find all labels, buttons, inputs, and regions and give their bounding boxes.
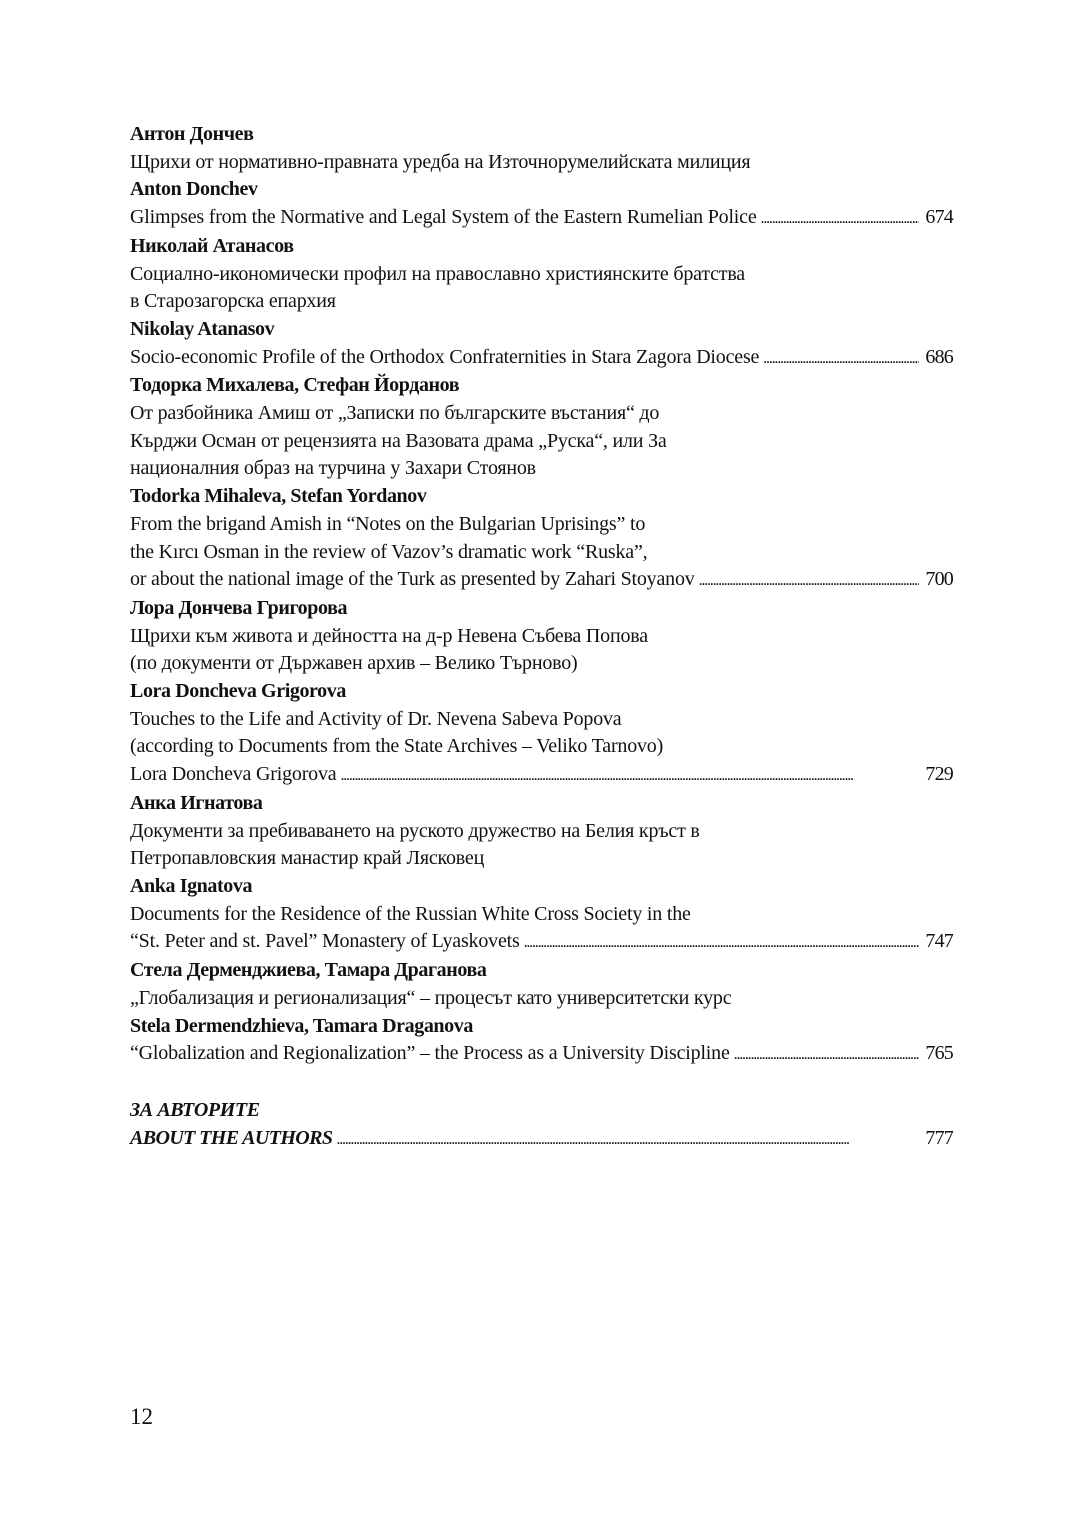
page-number: 765	[925, 1042, 953, 1065]
title-line-en: the Kırcı Osman in the review of Vazov’s dramatic work “Ruska”,	[130, 540, 648, 563]
title-line-bg: Документи за пребиваването на руското дружество на Белия кръст в	[130, 819, 700, 842]
title-line-bg: националния образ на турчина у Захари Стоянов	[130, 457, 536, 480]
dot-leader	[340, 761, 919, 790]
folio-page-number: 12	[130, 1404, 153, 1429]
toc-page-line[interactable]	[130, 204, 953, 233]
page-number: 700	[925, 568, 953, 591]
author-name-bg: Стела Дерменджиева, Тамара Драганова	[130, 959, 487, 982]
author-name-en: Todorka Mihaleva, Stefan Yordanov	[130, 485, 427, 508]
toc-page-line[interactable]	[130, 566, 953, 595]
dot-leader	[336, 1125, 919, 1154]
title-line-en: Socio-economic Profile of the Orthodox Confraternities in Stara Zagora Diocese	[130, 345, 760, 368]
author-name-en: Nikolay Atanasov	[130, 317, 275, 340]
title-line-bg: Щрихи към живота и дейността на д-р Невена Събева Попова	[130, 624, 648, 647]
author-name-en: Anka Ignatova	[130, 874, 253, 897]
title-line-bg: „Глобализация и регионализация“ – процесът като университетски курс	[130, 986, 732, 1009]
title-line-en: Lora Doncheva Grigorova	[130, 763, 337, 786]
toc-entry	[130, 233, 953, 373]
toc-entry	[130, 595, 953, 790]
page-number: 747	[925, 930, 953, 953]
author-name-bg: Антон Дончев	[130, 123, 254, 145]
toc-entry	[130, 790, 953, 957]
author-name-en: Anton Donchev	[130, 178, 258, 201]
author-name-en: Stela Dermendzhieva, Tamara Draganova	[130, 1014, 473, 1037]
title-line-en: Touches to the Life and Activity of Dr. Nevena Sabeva Popova	[130, 707, 622, 730]
toc-entry	[130, 957, 953, 1069]
dot-leader	[761, 204, 920, 233]
title-line-bg: Кърджи Осман от рецензията на Вазовата драма „Руска“, или За	[130, 429, 667, 452]
title-line-bg: Щрихи от нормативно-правната уредба на Източнорумелийската милиция	[130, 150, 751, 173]
toc-page-line[interactable]	[130, 928, 953, 957]
author-name-bg: Тодорка Михалева, Стефан Йорданов	[130, 374, 460, 397]
title-line-bg: От разбойника Амиш от „Записки по българските въстания“ до	[130, 402, 660, 425]
about-authors-line[interactable]	[130, 1125, 953, 1154]
title-line-en: Glimpses from the Normative and Legal System of the Eastern Rumelian Police	[130, 206, 757, 229]
page-number: 777	[925, 1126, 953, 1149]
about-authors-heading-bg: ЗА АВТОРИТЕ	[130, 1098, 260, 1121]
author-name-en: Lora Doncheva Grigorova	[130, 680, 346, 703]
toc-page-line[interactable]	[130, 761, 953, 790]
title-line-en: “Globalization and Regionalization” – the Process as a University Discipline	[130, 1042, 730, 1065]
title-line-bg: Социално-икономически профил на православно християнските братства	[130, 262, 745, 285]
title-line-en: “St. Peter and st. Pavel” Monastery of Lyaskovets	[130, 930, 520, 953]
author-name-bg: Лора Дончева Григорова	[130, 596, 348, 619]
toc-page-line[interactable]	[130, 344, 953, 373]
toc-entry	[130, 372, 953, 595]
toc-page-line[interactable]	[130, 1040, 953, 1069]
page-number: 686	[925, 345, 953, 368]
section-spacer	[130, 1069, 953, 1097]
title-line-en: From the brigand Amish in “Notes on the Bulgarian Uprisings” to	[130, 512, 646, 535]
table-of-contents	[130, 121, 953, 1153]
dot-leader	[763, 344, 919, 373]
about-authors-heading-en: ABOUT THE AUTHORS	[130, 1126, 333, 1149]
title-line-en: or about the national image of the Turk as presented by Zahari Stoyanov	[130, 568, 695, 591]
toc-entry	[130, 121, 953, 233]
page-number: 674	[925, 206, 953, 229]
title-line-en: Documents for the Residence of the Russian White Cross Society in the	[130, 902, 691, 925]
author-name-bg: Николай Атанасов	[130, 234, 294, 257]
toc-entries	[130, 121, 953, 1069]
title-line-bg: в Старозагорска епархия	[130, 290, 336, 313]
author-name-bg: Анка Игнатова	[130, 791, 263, 814]
title-line-bg: (по документи от Държавен архив – Велико Търново)	[130, 652, 578, 675]
dot-leader	[699, 566, 920, 595]
title-line-en: (according to Documents from the State Archives – Veliko Tarnovo)	[130, 735, 664, 758]
dot-leader	[524, 928, 920, 957]
dot-leader	[734, 1040, 920, 1069]
page-number: 729	[925, 763, 953, 786]
title-line-bg: Петропавловския манастир край Лясковец	[130, 847, 485, 870]
